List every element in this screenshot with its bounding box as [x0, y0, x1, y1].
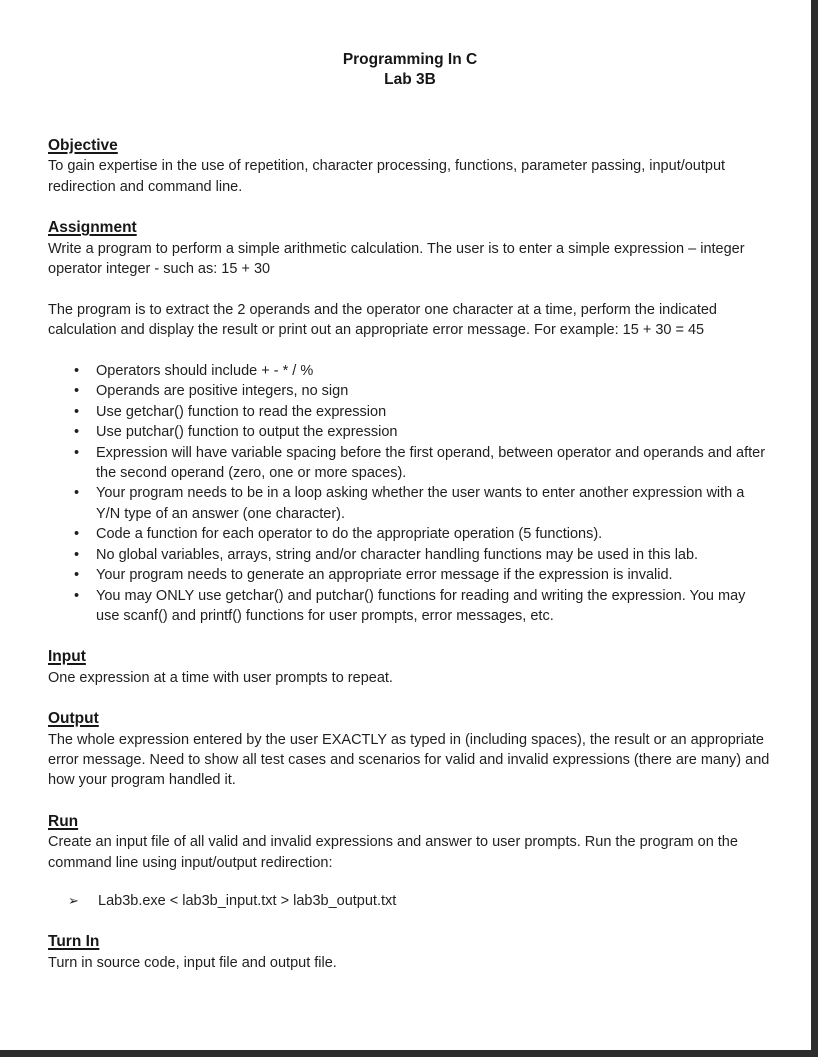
- list-item-text: You may ONLY use getchar() and putchar() functions for reading and writing the expression. You may use scanf() and printf() functions for user prompts, error messages, etc.: [96, 587, 746, 624]
- assignment-para1: Write a program to perform a simple arithmetic calculation. The user is to enter a simple expression – integer operator integer - such as: 15 + 30: [48, 240, 745, 278]
- document-title-line2: Lab 3B: [384, 71, 436, 88]
- run-heading: Run: [48, 812, 79, 830]
- page-edge-shadow-bottom: [0, 1050, 818, 1057]
- list-item: [48, 402, 772, 422]
- output-heading: Output: [48, 710, 99, 728]
- arrow-bullet-icon: ➢: [68, 893, 79, 909]
- list-item: [48, 361, 772, 381]
- list-item: [48, 443, 772, 484]
- input-heading: Input: [48, 648, 86, 666]
- section-run: [48, 812, 772, 912]
- objective-body: To gain expertise in the use of repetition, character processing, functions, parameter passing, input/output redirection and command line.: [48, 158, 726, 195]
- page-edge-shadow-right: [811, 0, 818, 1057]
- assignment-para2: The program is to extract the 2 operands and the operator one character at a time, perform the indicated calculation and display the result or print out an appropriate error message. For example: 15 + 30 = 45: [48, 301, 717, 339]
- list-item-text: Use getchar() function to read the expression: [96, 403, 387, 420]
- list-item: [48, 565, 772, 585]
- list-item-text: Code a function for each operator to do the appropriate operation (5 functions).: [96, 526, 603, 543]
- list-item-text: No global variables, arrays, string and/or character handling functions may be used in this lab.: [96, 546, 699, 563]
- section-turn-in: [48, 932, 772, 973]
- assignment-requirements-list: [48, 361, 772, 626]
- output-body: The whole expression entered by the user EXACTLY as typed in (including spaces), the result or an appropriate error message. Need to show all test cases and scenarios for valid and invalid expressions (there are many) and how your program handled it.: [48, 731, 770, 789]
- document-title: [48, 50, 772, 90]
- objective-heading: Objective: [48, 137, 118, 154]
- bullet-icon: •: [74, 567, 80, 584]
- bullet-icon: •: [74, 587, 80, 604]
- turn-in-body: Turn in source code, input file and output file.: [48, 954, 337, 971]
- list-item-text: Use putchar() function to output the expression: [96, 424, 398, 441]
- list-item: [48, 524, 772, 544]
- bullet-icon: •: [74, 485, 80, 502]
- section-output: [48, 709, 772, 791]
- list-item: [48, 483, 772, 524]
- bullet-icon: •: [74, 526, 80, 543]
- bullet-icon: •: [74, 424, 80, 441]
- bullet-icon: •: [74, 383, 80, 400]
- section-objective: [48, 136, 772, 197]
- list-item: [48, 545, 772, 565]
- section-assignment: [48, 218, 772, 626]
- turn-in-heading: Turn In: [48, 933, 100, 951]
- bullet-icon: •: [74, 363, 80, 380]
- list-item-text: Your program needs to be in a loop asking whether the user wants to enter another expression with a Y/N type of an answer (one character).: [96, 485, 745, 522]
- list-item-text: Your program needs to generate an appropriate error message if the expression is invalid.: [96, 567, 673, 584]
- bullet-icon: •: [74, 444, 80, 461]
- section-input: [48, 647, 772, 688]
- run-command-text: Lab3b.exe < lab3b_input.txt > lab3b_output.txt: [98, 892, 397, 909]
- assignment-heading: Assignment: [48, 219, 137, 237]
- run-command: [48, 891, 772, 911]
- list-item: [48, 422, 772, 442]
- list-item-text: Operands are positive integers, no sign: [96, 383, 349, 400]
- run-body: Create an input file of all valid and invalid expressions and answer to user prompts. Run the program on the command line using input/output redirection:: [48, 834, 738, 871]
- bullet-icon: •: [74, 403, 80, 420]
- bullet-icon: •: [74, 546, 80, 563]
- document-title-line1: Programming In C: [342, 51, 478, 68]
- list-item-text: Operators should include + - * / %: [96, 363, 314, 380]
- list-item: [48, 586, 772, 627]
- list-item-text: Expression will have variable spacing before the first operand, between operator and operands and after the second operand (zero, one or more spaces).: [96, 444, 766, 482]
- input-body: One expression at a time with user prompts to repeat.: [48, 669, 393, 686]
- list-item: [48, 381, 772, 401]
